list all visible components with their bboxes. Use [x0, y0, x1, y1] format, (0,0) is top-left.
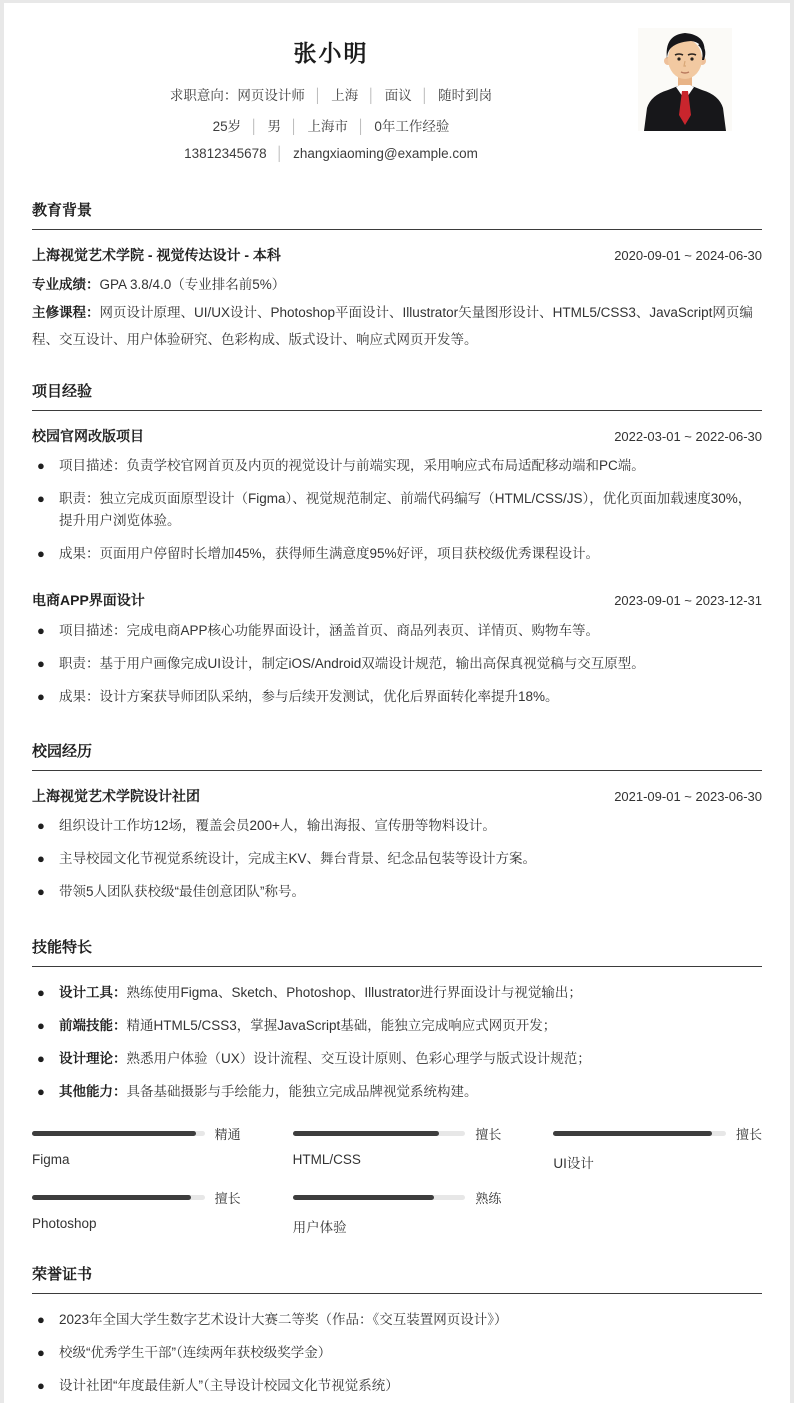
email-address: zhangxiaoming@example.com	[293, 146, 478, 161]
list-item	[32, 1337, 762, 1370]
education-gpa-label: 专业成绩：	[32, 277, 100, 292]
bullet-icon: ●	[37, 1083, 45, 1099]
skill-name: 用户体验	[292, 1219, 347, 1235]
section-title-campus: 校园经历	[32, 740, 762, 771]
list-item	[32, 843, 762, 876]
project-2-head	[32, 590, 762, 610]
list-item	[32, 1370, 762, 1403]
skill-desc: 具备基础摄影与手绘能力，能独立完成品牌视觉系统构建。	[126, 1083, 478, 1099]
project-bullet-text: 项目描述：完成电商APP核心功能界面设计，涵盖首页、商品列表页、详情页、购物车等。	[59, 622, 600, 638]
skill-bullet-text	[59, 1015, 556, 1037]
bullet-icon: ●	[37, 884, 45, 900]
skill-bullet-text	[59, 1081, 478, 1103]
list-item	[32, 977, 762, 1010]
skill-name: Figma	[32, 1151, 70, 1167]
list-item	[32, 614, 762, 647]
campus-bullet-text: 组织设计工作坊12场，覆盖会员200+人，输出海报、宣传册等物料设计。	[59, 818, 496, 834]
campus-entry-head	[32, 786, 762, 806]
progress-fill	[553, 1131, 712, 1136]
separator: │	[367, 88, 376, 103]
progress-track	[32, 1195, 205, 1200]
skill-bullet-text	[59, 982, 582, 1004]
bullet-icon: ●	[37, 622, 45, 638]
age: 25岁	[212, 119, 242, 134]
section-education	[32, 199, 762, 353]
education-courses-value: 网页设计原理、UI/UX设计、Photoshop平面设计、Illustrator矢量图形设计、HTML5/CSS3、JavaScript网页编程、交互设计、用户体验研究、色彩构成、版式设计、响应式网页开发等。	[32, 305, 753, 347]
skill-label: 设计工具：	[59, 985, 127, 1001]
education-courses-label: 主修课程：	[32, 305, 100, 321]
project-bullet-text: 项目描述：负责学校官网首页及内页的视觉设计与前端实现，采用响应式布局适配移动端和PC端。	[59, 458, 645, 474]
job-city: 上海	[331, 88, 359, 103]
work-experience: 0年工作经验	[374, 119, 450, 134]
contact-info-line	[32, 146, 630, 161]
project-bullet-text: 职责：基于用户画像完成UI设计，制定iOS/Android双端设计规范，输出高保真视觉稿与交互原型。	[59, 655, 645, 671]
bar-row	[293, 1188, 502, 1207]
separator: │	[356, 119, 366, 134]
salary-expectation: 面议	[384, 88, 412, 103]
honor-bullet-text: 校级“优秀学生干部”（连续两年获校级奖学金）	[59, 1345, 332, 1361]
list-item	[32, 450, 762, 483]
separator: │	[275, 146, 285, 161]
resume-page	[4, 3, 790, 1403]
bullet-icon: ●	[37, 1050, 45, 1066]
job-intent: 求职意向：网页设计师	[169, 88, 305, 103]
project-2-bullets	[32, 614, 762, 713]
list-item	[32, 876, 762, 909]
bullet-icon: ●	[37, 1345, 45, 1361]
gender: 男	[267, 119, 282, 134]
skill-level-label: 擅长	[735, 1126, 762, 1142]
skill-bar-uidesign	[553, 1124, 762, 1172]
project-1-date: 2022-03-01 ~ 2022-06-30	[614, 428, 762, 444]
section-title-skills: 技能特长	[32, 936, 762, 967]
project-2-title: 电商APP界面设计	[32, 592, 145, 609]
phone-number: 13812345678	[184, 146, 267, 161]
section-honors	[32, 1263, 762, 1403]
bullet-icon: ●	[37, 1312, 45, 1328]
skill-bar-photoshop	[32, 1188, 241, 1236]
list-item	[32, 1042, 762, 1075]
bullet-icon: ●	[37, 985, 45, 1001]
candidate-name: 张小明	[293, 40, 369, 66]
bullet-icon: ●	[37, 491, 45, 507]
skill-bar-empty	[553, 1188, 762, 1236]
project-bullet-text: 成果：页面用户停留时长增加45%，获得师生满意度95%好评，项目获校级优秀课程设计。	[59, 546, 600, 562]
bar-row	[553, 1124, 762, 1143]
section-title-projects: 项目经验	[32, 380, 762, 411]
campus-bullets	[32, 810, 762, 909]
campus-bullet-text: 带领5人团队获校级“最佳创意团队”称号。	[59, 884, 305, 900]
section-skills	[32, 936, 762, 1236]
section-title-honors: 荣誉证书	[32, 1263, 762, 1294]
honor-bullet-text: 2023年全国大学生数字艺术设计大赛二等奖（作品：《交互装置网页设计》）	[59, 1312, 508, 1328]
skill-bars-grid	[32, 1124, 762, 1236]
skill-level-label: 精通	[214, 1126, 241, 1142]
separator: │	[313, 88, 323, 103]
campus-bullet-text: 主导校园文化节视觉系统设计，完成主KV、舞台背景、纪念品包装等设计方案。	[59, 851, 537, 867]
list-item	[32, 1009, 762, 1042]
bullet-icon: ●	[37, 688, 45, 704]
list-item	[32, 647, 762, 680]
progress-fill	[293, 1131, 440, 1136]
skill-bar-figma	[32, 1124, 241, 1172]
bar-row	[32, 1124, 241, 1143]
progress-track	[32, 1131, 205, 1136]
skill-level-label: 擅长	[214, 1190, 241, 1206]
honors-bullets	[32, 1304, 762, 1403]
skill-level-label: 熟练	[475, 1190, 502, 1206]
bullet-icon: ●	[37, 818, 45, 834]
bullet-icon: ●	[37, 546, 45, 562]
profile-photo	[638, 28, 732, 131]
skill-name: Photoshop	[32, 1215, 97, 1231]
progress-fill	[293, 1195, 435, 1200]
list-item	[32, 680, 762, 713]
progress-track	[553, 1131, 726, 1136]
progress-track	[293, 1131, 466, 1136]
education-entry-head	[32, 245, 762, 265]
project-2-date: 2023-09-01 ~ 2023-12-31	[614, 593, 762, 609]
list-item	[32, 538, 762, 571]
honor-bullet-text: 设计社团“年度最佳新人”（主导设计校园文化节视觉系统）	[59, 1378, 399, 1394]
section-campus	[32, 740, 762, 909]
campus-entry-date: 2021-09-01 ~ 2023-06-30	[614, 788, 762, 804]
skill-desc: 熟悉用户体验（UX）设计流程、交互设计原则、色彩心理学与版式设计规范；	[126, 1050, 591, 1066]
progress-fill	[32, 1195, 191, 1200]
project-1-title: 校园官网改版项目	[32, 427, 144, 444]
skill-label: 其他能力：	[59, 1083, 127, 1099]
list-item	[32, 810, 762, 843]
skill-name: HTML/CSS	[292, 1151, 361, 1167]
progress-track	[293, 1195, 466, 1200]
skill-desc: 精通HTML5/CSS3，掌握JavaScript基础，能独立完成响应式网页开发；	[126, 1017, 557, 1033]
education-gpa-row	[32, 272, 762, 298]
skill-label: 前端技能：	[59, 1017, 127, 1033]
bullet-icon: ●	[37, 1378, 45, 1394]
skills-bullets	[32, 977, 762, 1108]
project-bullet-text: 成果：设计方案获导师团队采纳，参与后续开发测试，优化后界面转化率提升18%。	[59, 688, 559, 704]
project-1-bullets	[32, 450, 762, 570]
skill-level-label: 擅长	[475, 1126, 502, 1142]
education-entry-title: 上海视觉艺术学院 - 视觉传达设计 - 本科	[32, 247, 281, 263]
bar-row	[32, 1188, 241, 1207]
project-1-head	[32, 426, 762, 446]
section-title-education: 教育背景	[32, 199, 762, 230]
section-projects	[32, 380, 762, 713]
job-intent-line	[32, 84, 630, 104]
campus-entry-title: 上海视觉艺术学院设计社团	[32, 787, 200, 804]
bullet-icon: ●	[37, 851, 45, 867]
skill-desc: 熟练使用Figma、Sketch、Photoshop、Illustrator进行界面设计与视觉输出；	[126, 985, 582, 1001]
resume-header	[32, 23, 762, 172]
separator: │	[290, 119, 299, 134]
avatar-illustration	[638, 28, 732, 131]
separator: │	[420, 88, 430, 103]
bullet-icon: ●	[37, 1017, 45, 1033]
bullet-icon: ●	[37, 655, 45, 671]
bar-row	[293, 1124, 502, 1143]
progress-fill	[32, 1131, 196, 1136]
personal-info-line	[32, 115, 630, 135]
project-bullet-text: 职责：独立完成页面原型设计（Figma）、视觉规范制定、前端代码编写（HTML/CSS/JS），优化页面加载速度30%，提升用户浏览体验。	[59, 491, 752, 529]
header-text-block	[32, 23, 630, 172]
list-item	[32, 483, 762, 538]
skill-bar-htmlcss	[293, 1124, 502, 1172]
education-courses-row	[32, 300, 762, 353]
separator: │	[250, 119, 259, 134]
skill-bullet-text	[59, 1048, 591, 1070]
skill-bar-ux	[293, 1188, 502, 1236]
location: 上海市	[307, 119, 348, 134]
skill-name: UI设计	[553, 1155, 594, 1171]
list-item	[32, 1304, 762, 1337]
bullet-icon: ●	[37, 458, 45, 474]
education-entry-date: 2020-09-01 ~ 2024-06-30	[614, 248, 762, 263]
list-item	[32, 1075, 762, 1108]
education-gpa-value: GPA 3.8/4.0（专业排名前5%）	[99, 277, 286, 292]
availability: 随时到岗	[438, 88, 493, 103]
skill-label: 设计理论：	[59, 1050, 127, 1066]
